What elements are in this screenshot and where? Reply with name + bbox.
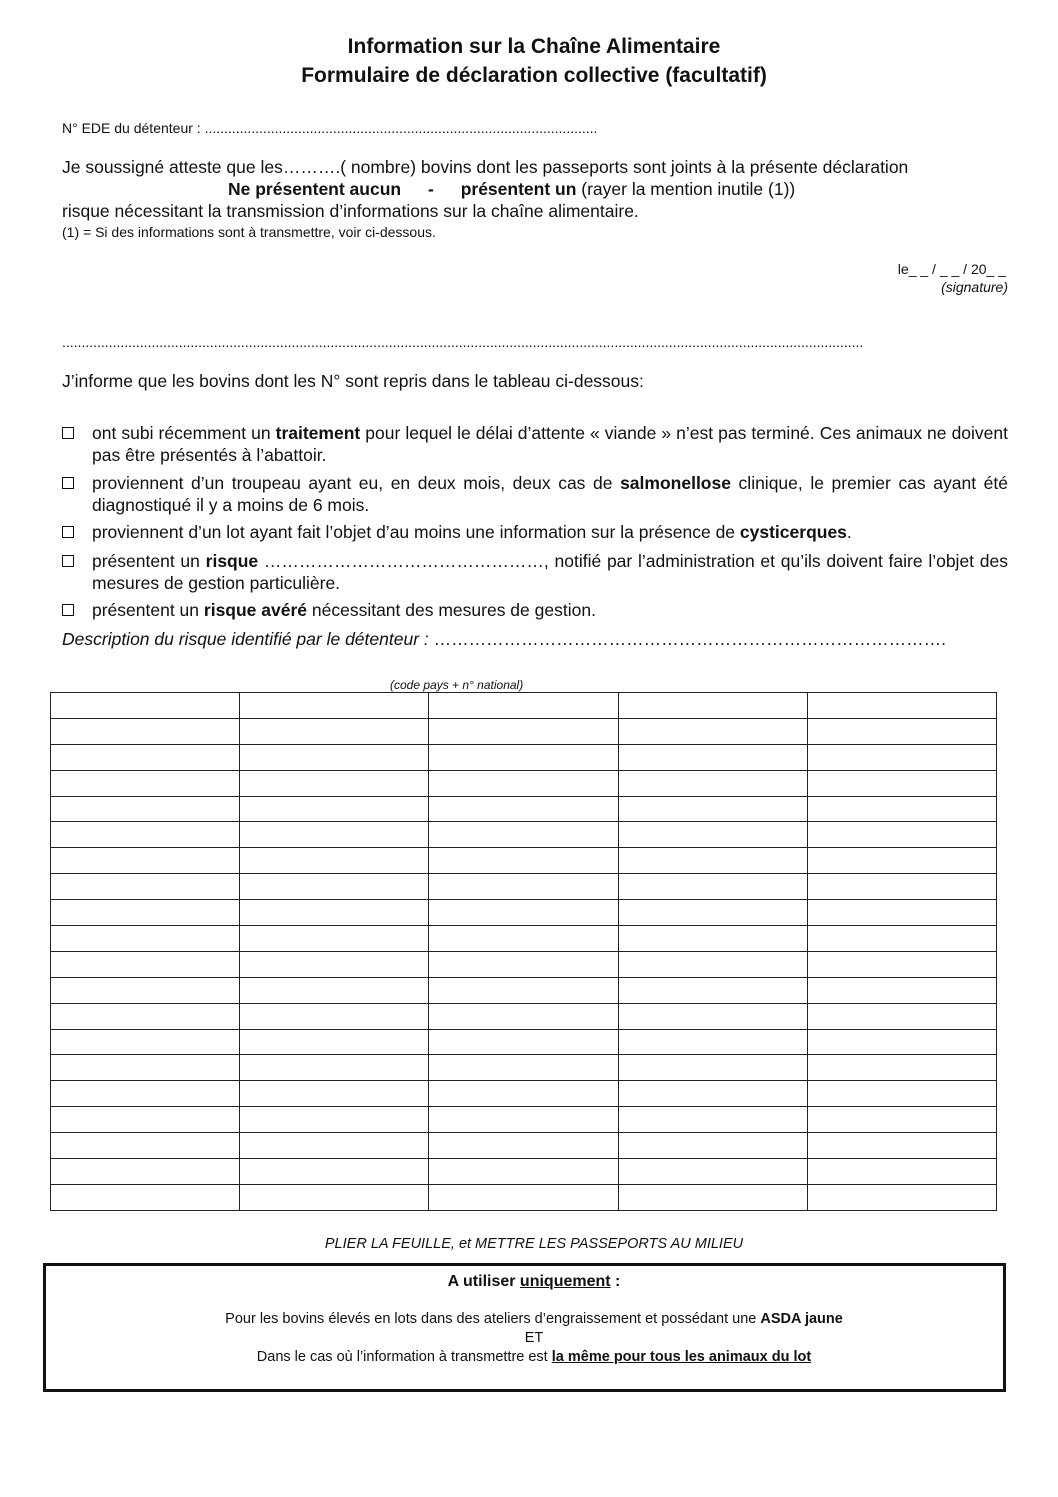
- table-cell[interactable]: [807, 1055, 996, 1081]
- table-cell[interactable]: [51, 900, 240, 926]
- table-cell[interactable]: [51, 1029, 240, 1055]
- table-cell[interactable]: [807, 693, 996, 719]
- table-row: [51, 1029, 997, 1055]
- table-row: [51, 693, 997, 719]
- table-cell[interactable]: [240, 1029, 429, 1055]
- table-cell[interactable]: [429, 1003, 618, 1029]
- table-cell[interactable]: [807, 977, 996, 1003]
- table-row: [51, 1003, 997, 1029]
- table-cell[interactable]: [51, 1184, 240, 1210]
- description-label: Description du risque identifié par le détenteur :: [62, 629, 434, 649]
- table-cell[interactable]: [618, 1184, 807, 1210]
- ede-line: [62, 120, 597, 136]
- table-cell[interactable]: [807, 1107, 996, 1133]
- table-cell[interactable]: [240, 796, 429, 822]
- checkbox-cysticerci[interactable]: [62, 526, 74, 538]
- inform-line: J’informe que les bovins dont les N° sont repris dans le tableau ci-dessous:: [62, 371, 644, 391]
- table-cell[interactable]: [807, 718, 996, 744]
- table-row: [51, 951, 997, 977]
- item-risk: présentent un risque …………………………………………, notifié par l’administration et qu’ils doivent faire l’objet des mesures de gestion particulière.: [92, 551, 1008, 593]
- attest-footnote: (1) = Si des informations sont à transmettre, voir ci-dessous.: [62, 224, 436, 240]
- table-cell[interactable]: [51, 1003, 240, 1029]
- table-cell[interactable]: [429, 926, 618, 952]
- table-cell[interactable]: [429, 1081, 618, 1107]
- table-row: [51, 1159, 997, 1185]
- table-cell[interactable]: [51, 1133, 240, 1159]
- table-row: [51, 900, 997, 926]
- table-cell[interactable]: [240, 744, 429, 770]
- table-cell[interactable]: [51, 1159, 240, 1185]
- table-cell[interactable]: [429, 822, 618, 848]
- checkbox-proven-risk[interactable]: [62, 604, 74, 616]
- table-cell[interactable]: [807, 1081, 996, 1107]
- table-row: [51, 744, 997, 770]
- table-cell[interactable]: [429, 770, 618, 796]
- table-cell[interactable]: [51, 977, 240, 1003]
- table-row: [51, 1081, 997, 1107]
- form-title: Information sur la Chaîne Alimentaire: [347, 35, 721, 58]
- table-cell[interactable]: [240, 926, 429, 952]
- table-cell[interactable]: [618, 693, 807, 719]
- table-cell[interactable]: [51, 926, 240, 952]
- table-cell[interactable]: [618, 926, 807, 952]
- table-cell[interactable]: [429, 1184, 618, 1210]
- option-separator: -: [427, 179, 434, 199]
- table-row: [51, 1184, 997, 1210]
- table-cell[interactable]: [51, 1055, 240, 1081]
- table-caption: (code pays + n° national): [390, 678, 524, 692]
- table-cell[interactable]: [618, 796, 807, 822]
- table-cell[interactable]: [429, 718, 618, 744]
- table-cell[interactable]: [429, 874, 618, 900]
- table-cell[interactable]: [240, 822, 429, 848]
- table-cell[interactable]: [807, 874, 996, 900]
- table-cell[interactable]: [240, 951, 429, 977]
- description-line: [62, 629, 1008, 650]
- usage-box-line-1: Pour les bovins élevés en lots dans des ateliers d’engraissement et possédant une ASDA jaune: [225, 1311, 843, 1327]
- table-row: [51, 977, 997, 1003]
- fold-note: PLIER LA FEUILLE, et METTRE LES PASSEPORTS AU MILIEU: [324, 1236, 744, 1252]
- table-cell[interactable]: [618, 1107, 807, 1133]
- option-none[interactable]: Ne présentent aucun: [228, 179, 402, 199]
- table-row: [51, 1055, 997, 1081]
- table-cell[interactable]: [240, 1081, 429, 1107]
- checkbox-treatment[interactable]: [62, 427, 74, 439]
- table-cell[interactable]: [618, 900, 807, 926]
- table-cell[interactable]: [429, 1133, 618, 1159]
- ede-dots-field[interactable]: .....................................................................................................: [204, 120, 598, 136]
- table-cell[interactable]: [240, 1003, 429, 1029]
- table-cell[interactable]: [51, 848, 240, 874]
- table-cell[interactable]: [240, 693, 429, 719]
- table-cell[interactable]: [240, 1107, 429, 1133]
- table-cell[interactable]: [240, 1159, 429, 1185]
- table-cell[interactable]: [51, 874, 240, 900]
- table-cell[interactable]: [429, 1159, 618, 1185]
- table-row: [51, 718, 997, 744]
- table-cell[interactable]: [807, 796, 996, 822]
- attest-options: [228, 179, 795, 200]
- table-row: [51, 1133, 997, 1159]
- table-cell[interactable]: [240, 1055, 429, 1081]
- item-treatment: ont subi récemment un traitement pour lequel le délai d’attente « viande » n’est pas terminé. Ces animaux ne doivent pas être présentés à l’abattoir.: [92, 423, 1008, 465]
- option-one[interactable]: présentent un: [460, 179, 577, 199]
- table-cell[interactable]: [618, 1133, 807, 1159]
- table-cell[interactable]: [51, 1081, 240, 1107]
- attest-line-1: Je soussigné atteste que les……….( nombre) bovins dont les passeports sont joints à la présente déclaration: [62, 157, 909, 177]
- table-cell[interactable]: [807, 900, 996, 926]
- table-cell[interactable]: [618, 874, 807, 900]
- animal-table: [50, 692, 997, 1211]
- table-cell[interactable]: [807, 1003, 996, 1029]
- table-cell[interactable]: [807, 926, 996, 952]
- table-cell[interactable]: [429, 1055, 618, 1081]
- item-proven-risk: présentent un risque avéré nécessitant des mesures de gestion.: [92, 600, 596, 620]
- table-cell[interactable]: [618, 1003, 807, 1029]
- table-cell[interactable]: [618, 770, 807, 796]
- table-cell[interactable]: [807, 848, 996, 874]
- table-cell[interactable]: [240, 900, 429, 926]
- table-cell[interactable]: [51, 951, 240, 977]
- table-cell[interactable]: [429, 693, 618, 719]
- checkbox-risk[interactable]: [62, 555, 74, 567]
- ede-label: N° EDE du détenteur :: [62, 120, 205, 136]
- table-cell[interactable]: [807, 1029, 996, 1055]
- table-cell[interactable]: [429, 744, 618, 770]
- usage-box-and: ET: [524, 1330, 544, 1346]
- table-cell[interactable]: [618, 822, 807, 848]
- table-row: [51, 796, 997, 822]
- table-cell[interactable]: [807, 1184, 996, 1210]
- table-cell[interactable]: [807, 951, 996, 977]
- signature-label: (signature): [941, 279, 1008, 295]
- table-cell[interactable]: [807, 1159, 996, 1185]
- table-cell[interactable]: [240, 874, 429, 900]
- table-cell[interactable]: [618, 744, 807, 770]
- usage-box-line-3: Dans le cas où l’information à transmettre est la même pour tous les animaux du lot: [256, 1349, 812, 1365]
- table-cell[interactable]: [618, 1159, 807, 1185]
- table-cell[interactable]: [51, 693, 240, 719]
- table-cell[interactable]: [618, 718, 807, 744]
- table-row: [51, 1107, 997, 1133]
- table-cell[interactable]: [429, 1029, 618, 1055]
- table-cell[interactable]: [807, 822, 996, 848]
- signature-date[interactable]: le_ _ / _ _ / 20_ _: [897, 261, 1006, 277]
- table-cell[interactable]: [618, 848, 807, 874]
- table-cell[interactable]: [51, 718, 240, 744]
- table-cell[interactable]: [240, 1133, 429, 1159]
- table-cell[interactable]: [429, 1107, 618, 1133]
- checkbox-salmonellosis[interactable]: [62, 477, 74, 489]
- table-cell[interactable]: [618, 977, 807, 1003]
- table-cell[interactable]: [240, 977, 429, 1003]
- table-cell[interactable]: [51, 1107, 240, 1133]
- table-cell[interactable]: [807, 1133, 996, 1159]
- usage-box-title: A utiliser uniquement :: [447, 1273, 621, 1290]
- description-dots-field[interactable]: …………………………………………………………………………….: [433, 629, 946, 649]
- item-cysticerci: proviennent d’un lot ayant fait l’objet d’au moins une information sur la présence de cysticerques.: [92, 522, 852, 542]
- table-cell[interactable]: [51, 796, 240, 822]
- table-cell[interactable]: [618, 951, 807, 977]
- form-subtitle: Formulaire de déclaration collective (facultatif): [301, 64, 767, 87]
- table-cell[interactable]: [429, 951, 618, 977]
- table-row: [51, 926, 997, 952]
- table-cell[interactable]: [51, 822, 240, 848]
- table-cell[interactable]: [618, 1029, 807, 1055]
- table-cell[interactable]: [429, 900, 618, 926]
- table-row: [51, 874, 997, 900]
- table-cell[interactable]: [240, 770, 429, 796]
- table-cell[interactable]: [618, 1081, 807, 1107]
- table-cell[interactable]: [807, 770, 996, 796]
- table-cell[interactable]: [429, 977, 618, 1003]
- option-note: (rayer la mention inutile (1)): [576, 179, 796, 199]
- attest-line-3: risque nécessitant la transmission d’informations sur la chaîne alimentaire.: [62, 201, 639, 221]
- table-cell[interactable]: [240, 848, 429, 874]
- table-cell[interactable]: [240, 718, 429, 744]
- dotted-separator: ..............................................................................................................................................................................................................: [62, 334, 864, 350]
- table-row: [51, 770, 997, 796]
- table-row: [51, 848, 997, 874]
- table-cell[interactable]: [240, 1184, 429, 1210]
- table-cell[interactable]: [429, 796, 618, 822]
- table-cell[interactable]: [807, 744, 996, 770]
- table-cell[interactable]: [429, 848, 618, 874]
- table-row: [51, 822, 997, 848]
- table-cell[interactable]: [51, 744, 240, 770]
- table-cell[interactable]: [618, 1055, 807, 1081]
- table-cell[interactable]: [51, 770, 240, 796]
- item-salmonellosis: proviennent d’un troupeau ayant eu, en deux mois, deux cas de salmonellose clinique, le premier cas ayant été diagnostiqué il y a moins de 6 mois.: [92, 473, 1008, 515]
